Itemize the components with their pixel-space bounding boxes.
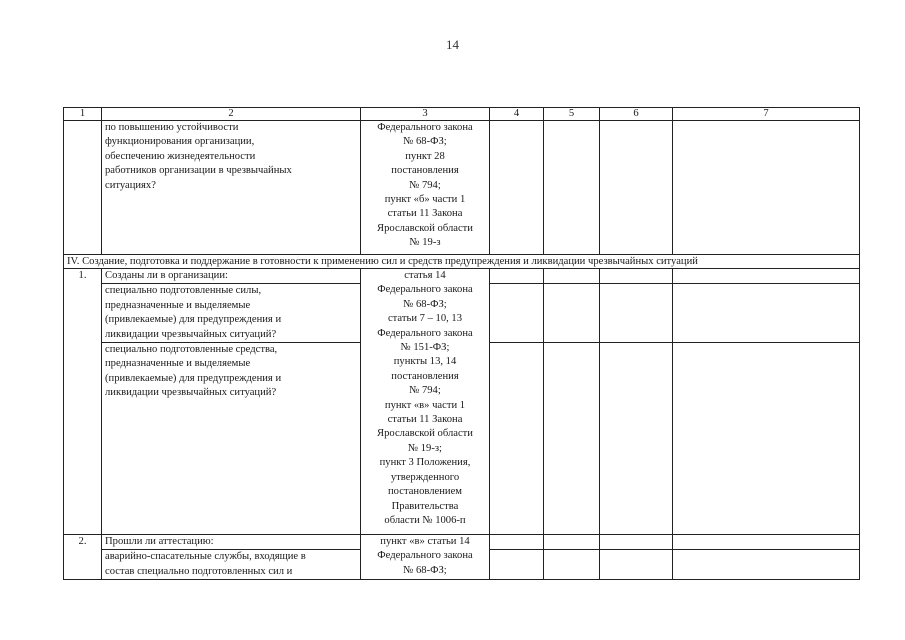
cell-empty-4 xyxy=(490,343,544,535)
cell-empty-5 xyxy=(544,284,600,343)
cell-empty-4 xyxy=(490,269,544,284)
cell-empty-4 xyxy=(490,284,544,343)
legal-reference: статья 14 Федерального закона № 68-ФЗ; статьи 7 – 10, 13 Федерального закона № 151-ФЗ; пункты 13, 14 постановления № 794; пункт «в» части 1 статьи 11 Закона Ярославской области № 19-з; пункт 3 Положения, утвержденного постановлением Правительства области № 1006-п xyxy=(361,269,490,535)
cell-empty-5 xyxy=(544,343,600,535)
col-header-2: 2 xyxy=(102,108,361,121)
header-row xyxy=(64,108,860,121)
cell-empty-6 xyxy=(600,343,673,535)
item-number: 2. xyxy=(64,535,102,580)
cell-empty-5 xyxy=(544,550,600,580)
cell-empty-7 xyxy=(673,269,860,284)
sub-question: аварийно-спасательные службы, входящие в состав специально подготовленных сил и xyxy=(102,550,361,580)
cell-empty-7 xyxy=(673,550,860,580)
legal-reference: Федерального закона № 68-ФЗ; пункт 28 постановления № 794; пункт «б» части 1 статьи 11 Закона Ярославской области № 19-з xyxy=(361,121,490,255)
cell-empty-4 xyxy=(490,121,544,255)
item-title: Прошли ли аттестацию: xyxy=(102,535,361,550)
cell-empty-7 xyxy=(673,535,860,550)
item-title: Созданы ли в организации: xyxy=(102,269,361,284)
cell-empty-7 xyxy=(673,284,860,343)
cell-empty-7 xyxy=(673,121,860,255)
section-heading: IV. Создание, подготовка и поддержание в готовности к применению сил и средств предупреждения и ликвидации чрезвычайных ситуаций xyxy=(64,255,860,269)
col-header-3: 3 xyxy=(361,108,490,121)
cell-empty-6 xyxy=(600,269,673,284)
checklist-table xyxy=(63,107,860,580)
col-header-4: 4 xyxy=(490,108,544,121)
section-heading-row xyxy=(64,255,860,269)
table-row-item2-title xyxy=(64,535,860,550)
cell-empty-5 xyxy=(544,269,600,284)
question-text: по повышению устойчивости функционирования организации, обеспечению жизнедеятельности работников организации в чрезвычайных ситуациях? xyxy=(102,121,361,255)
legal-reference: пункт «в» статьи 14 Федерального закона № 68-ФЗ; xyxy=(361,535,490,580)
item-number: 1. xyxy=(64,269,102,535)
col-header-1: 1 xyxy=(64,108,102,121)
cell-empty-5 xyxy=(544,535,600,550)
page-number: 14 xyxy=(446,37,459,52)
col-header-5: 5 xyxy=(544,108,600,121)
col-header-6: 6 xyxy=(600,108,673,121)
cell-empty-4 xyxy=(490,550,544,580)
cell-empty-6 xyxy=(600,284,673,343)
cell-empty-6 xyxy=(600,121,673,255)
col-header-7: 7 xyxy=(673,108,860,121)
sub-question: специально подготовленные средства, предназначенные и выделяемые (привлекаемые) для предупреждения и ликвидации чрезвычайных ситуаций? xyxy=(102,343,361,535)
cell-empty-6 xyxy=(600,550,673,580)
sub-question: специально подготовленные силы, предназначенные и выделяемые (привлекаемые) для предупреждения и ликвидации чрезвычайных ситуаций? xyxy=(102,284,361,343)
cell-empty-5 xyxy=(544,121,600,255)
table-row-item1-title xyxy=(64,269,860,284)
table-row-continued xyxy=(64,121,860,255)
cell-empty-7 xyxy=(673,343,860,535)
cell-number xyxy=(64,121,102,255)
cell-empty-4 xyxy=(490,535,544,550)
cell-empty-6 xyxy=(600,535,673,550)
